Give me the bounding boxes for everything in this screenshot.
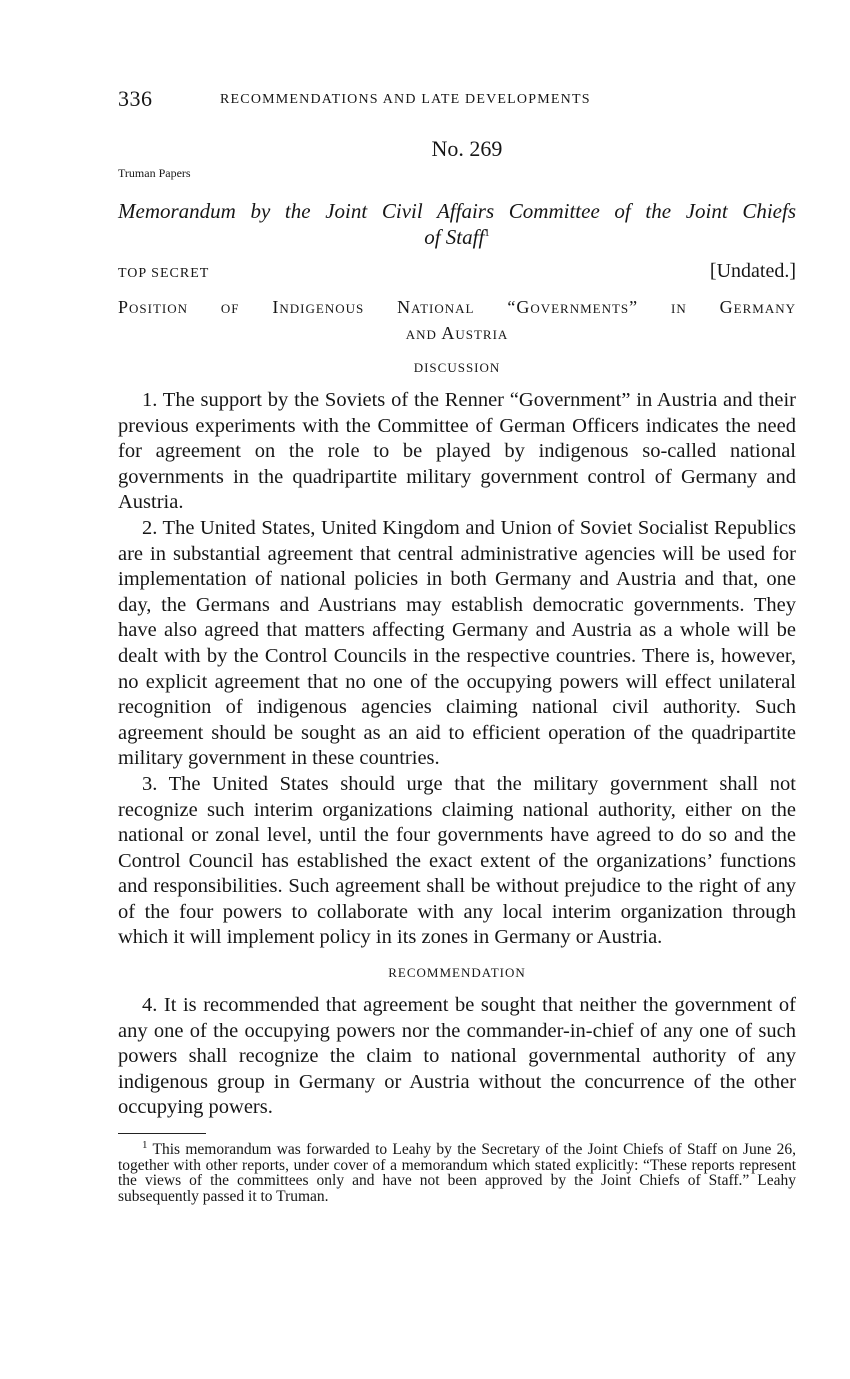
title-line-1: Memorandum by the Joint Civil Affairs Committee of the Joint Chiefs	[118, 199, 796, 223]
title-line-2: of Staff	[424, 225, 485, 249]
recommendation-heading: RECOMMENDATION	[388, 965, 526, 981]
discussion-paragraph-2: 2. The United States, United Kingdom and Union of Soviet Socialist Republics are in substantial agreement that central administrative agencies will be used for implementation of national policies in both Germany and Austria and that, one day, the Germans and Austrians may establish democratic governments. They have also agreed that matters affecting Germany and Austria as a whole will be dealt with by the Control Councils in the respective countries. There is, however, no explicit agreement that no one of the occupying powers will effect unilateral recognition of indigenous agencies claiming national civil authority. Such agreement should be sought as an aid to efficient operation of the quadripartite military government in these countries.	[118, 516, 796, 770]
recommendation-paragraph: 4. It is recommended that agreement be sought that neither the government of any one of the occupying powers nor the commander-in-chief of any one of such powers shall recognize the claim to national governmental authority of any indigenous group in Germany or Austria without the concurrence of the other occupying powers.	[118, 994, 796, 1119]
document-source: Truman Papers	[118, 166, 191, 180]
footnote-divider	[118, 1133, 206, 1134]
footnote	[118, 1138, 796, 1205]
discussion-paragraph-1: 1. The support by the Soviets of the Renner “Government” in Austria and their previous experiments with the Committee of German Officers indicates the need for agreement on the role to be played by indigenous so-called national governments in the quadripartite military government control of Germany and Austria.	[118, 389, 796, 514]
footnote-text: This memorandum was forwarded to Leahy by the Secretary of the Joint Chiefs of Staff on June 26, together with other reports, under cover of a memorandum which stated explicitly: “These reports represent the views of the committees only and have not been approved by the Joint Chiefs of Staff.” Leahy subsequently passed it to Truman.	[118, 1141, 796, 1205]
discussion-paragraph-3: 3. The United States should urge that the military government shall not recognize such interim organizations claiming national authority, either on the national or zonal level, until the four governments have agreed to do so and the Control Council has established the exact extent of the organizations’ functions and responsibilities. Such agreement shall be without prejudice to the right of any of the four powers to collaborate with any local interim organization through which it will implement policy in its zones in Germany or Austria.	[118, 772, 796, 949]
page-header	[118, 86, 796, 118]
classification-row	[118, 260, 796, 290]
running-head: RECOMMENDATIONS AND LATE DEVELOPMENTS	[220, 92, 591, 107]
document-page	[118, 86, 796, 1220]
classification-label: TOP SECRET	[118, 266, 210, 281]
document-date: [Undated.]	[709, 260, 796, 282]
document-subject	[118, 294, 796, 346]
subject-line-1: Position of Indigenous National “Governments” in Germany	[118, 297, 796, 317]
page-number: 336	[118, 86, 153, 111]
document-number: No. 269	[431, 136, 503, 161]
discussion-heading: DISCUSSION	[413, 360, 501, 375]
title-footnote-marker: 1	[484, 227, 490, 239]
document-title	[118, 198, 796, 250]
subject-line-2: and Austria	[405, 323, 509, 343]
footnote-marker: 1	[142, 1138, 148, 1151]
